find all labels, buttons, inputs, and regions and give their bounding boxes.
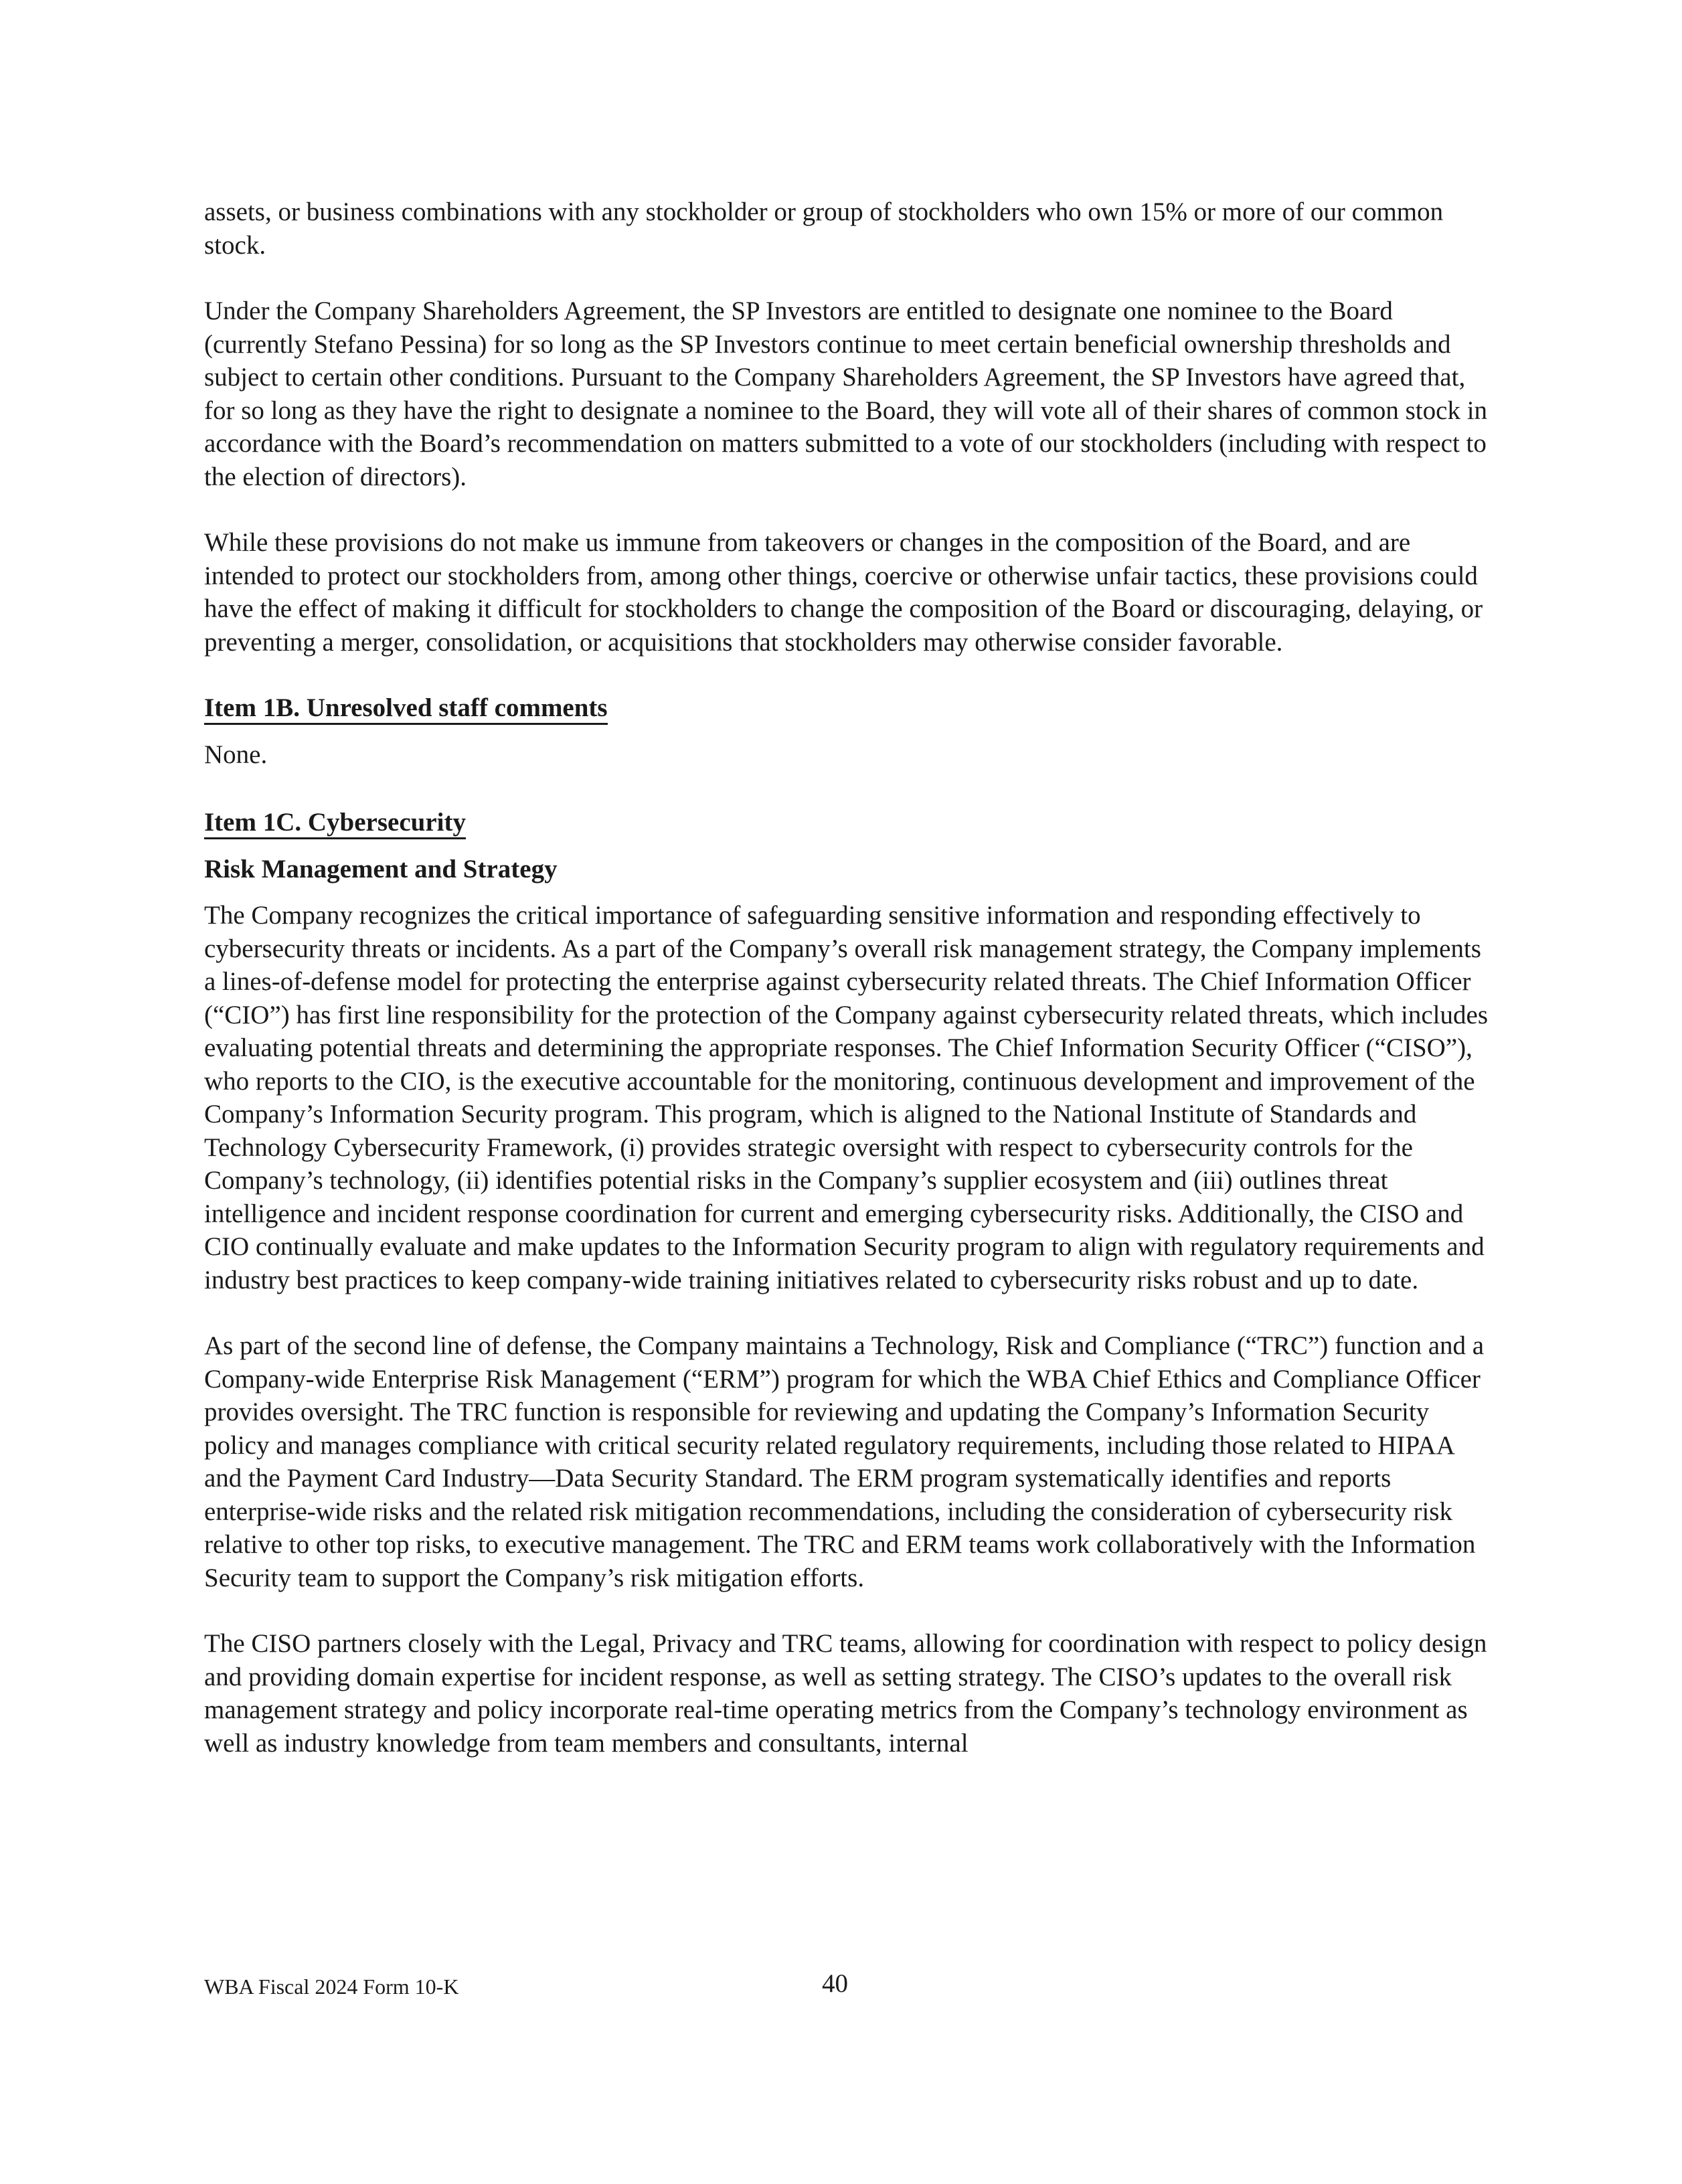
paragraph-ciso-partners: The CISO partners closely with the Legal, Privacy and TRC teams, allowing for coordination with respect to policy design and providing domain expertise for incident response, as well as setting strategy. The CISO’s updates to the overall risk management strategy and policy incorporate real-time operating metrics from the Company’s technology environment as well as industry knowledge from team members and consultants, internal bbox=[204, 1629, 1487, 1758]
item-1b-heading-text: Item 1B. Unresolved staff comments bbox=[204, 693, 608, 725]
paragraph-provisions-effect: While these provisions do not make us immune from takeovers or changes in the composition of the Board, and are intended to protect our stockholders from, among other things, coercive or otherwise unfair tactics, these provisions could have the effect of making it difficult for stockholders to change the composition of the Board or discouraging, delaying, or preventing a merger, consolidation, or acquisitions that stockholders may otherwise consider favorable. bbox=[204, 528, 1483, 657]
paragraph-cyber-second-line: As part of the second line of defense, the Company maintains a Technology, Risk and Compliance (“TRC”) function and a Company-wide Enterprise Risk Management (“ERM”) program for which the WBA Chief Ethics and Compliance Officer provides oversight. The TRC function is responsible for reviewing and updating the Company’s Information Security policy and manages compliance with critical security related regulatory requirements, including those related to HIPAA and the Payment Card Industry—Data Security Standard. The ERM program systematically identifies and reports enterprise-wide risks and the related risk mitigation recommendations, including the consideration of cybersecurity risk relative to other top risks, to executive management. The TRC and ERM teams work collaboratively with the Information Security team to support the Company’s risk mitigation efforts. bbox=[204, 1331, 1485, 1592]
item-1c-heading bbox=[204, 806, 1489, 839]
footer-document-label: WBA Fiscal 2024 Form 10-K bbox=[204, 1975, 459, 1999]
paragraph-cyber-first-line: The Company recognizes the critical importance of safeguarding sensitive information and responding effectively to cybersecurity threats or incidents. As a part of the Company’s overall risk management strategy, the Company implements a lines-of-defense model for protecting the enterprise against cybersecurity related threats. The Chief Information Officer (“CIO”) has first line responsibility for the protection of the Company against cybersecurity related threats, which includes evaluating potential threats and determining the appropriate responses. The Chief Information Security Officer (“CISO”), who reports to the CIO, is the executive accountable for the monitoring, continuous development and improvement of the Company’s Information Security program. This program, which is aligned to the National Institute of Standards and Technology Cybersecurity Framework, (i) provides strategic oversight with respect to cybersecurity controls for the Company’s technology, (ii) identifies potential risks in the Company’s supplier ecosystem and (iii) outlines threat intelligence and incident response coordination for current and emerging cybersecurity risks. Additionally, the CISO and CIO continually evaluate and make updates to the Information Security program to align with regulatory requirements and industry best practices to keep company-wide training initiatives related to cybersecurity risks robust and up to date. bbox=[204, 901, 1489, 1294]
risk-management-subheading: Risk Management and Strategy bbox=[204, 854, 558, 884]
item-1c-heading-text: Item 1C. Cybersecurity bbox=[204, 808, 466, 839]
item-1b-body: None. bbox=[204, 740, 268, 769]
item-1b-heading bbox=[204, 691, 1489, 725]
footer-page-number: 40 bbox=[822, 1969, 848, 1998]
page-body bbox=[204, 195, 1489, 1792]
paragraph-takeover-provisions-continued: assets, or business combinations with any stockholder or group of stockholders who own 15% or more of our common stock. bbox=[204, 197, 1444, 260]
paragraph-shareholders-agreement: Under the Company Shareholders Agreement, the SP Investors are entitled to designate one nominee to the Board (currently Stefano Pessina) for so long as the SP Investors continue to meet certain beneficial ownership thresholds and subject to certain other conditions. Pursuant to the Company Shareholders Agreement, the SP Investors have agreed that, for so long as they have the right to designate a nominee to the Board, they will vote all of their shares of common stock in accordance with the Board’s recommendation on matters submitted to a vote of our stockholders (including with respect to the election of directors). bbox=[204, 297, 1488, 491]
